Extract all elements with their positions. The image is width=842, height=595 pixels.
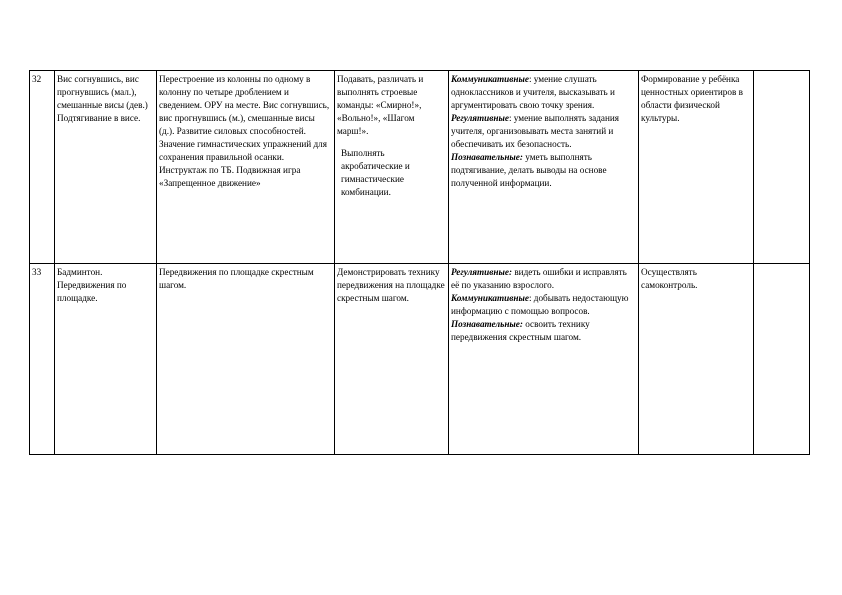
- activities-text: Выполнять акробатические и гимнастические комбинации.: [341, 148, 410, 197]
- extra-cell: [754, 71, 810, 264]
- uud-item: [451, 112, 636, 151]
- uud-text: : умение слушать одноклассников и учителя, высказывать и аргументировать свою точку зрения.: [451, 74, 615, 110]
- lesson-topic: Вис согнувшись, вис прогнувшись (мал.), смешанные висы (дев.) Подтягивание в висе.: [55, 71, 157, 264]
- uud-label: Познавательные:: [451, 152, 523, 162]
- uud-item: [451, 292, 636, 318]
- uud-label: Коммуникативные: [451, 293, 529, 303]
- extra-cell: [754, 264, 810, 455]
- activities-text: Подавать, различать и выполнять строевые команды: «Смирно!», «Вольно!», «Шагом марш!».: [337, 74, 424, 136]
- personal-results: Формирование у ребёнка ценностных ориентиров в области физической культуры.: [639, 71, 754, 264]
- uud-item: [451, 151, 636, 190]
- table-row: [30, 71, 810, 264]
- lesson-number: 32: [30, 71, 55, 264]
- uud-label: Коммуникативные: [451, 74, 529, 84]
- student-activities: Демонстрировать технику передвижения на площадке скрестным шагом.: [335, 264, 449, 455]
- lesson-topic: Бадминтон. Передвижения по площадке.: [55, 264, 157, 455]
- uud-text: уметь выполнять подтягивание, делать выводы на основе полученной информации.: [451, 152, 607, 188]
- uud-item: [451, 318, 636, 344]
- uud-cell: [449, 264, 639, 455]
- uud-label: Регулятивные:: [451, 267, 513, 277]
- lesson-content: Перестроение из колонны по одному в колонну по четыре дроблением и сведением. ОРУ на месте. Вис согнувшись, вис прогнувшись (м.), смешанные висы (д.). Развитие силовых способностей. Значение гимнастических упражнений для сохранения правильной осанки. Инструктаж по ТБ. Подвижная игра «Запрещенное движение»: [157, 71, 335, 264]
- uud-text: : умение выполнять задания учителя, организовывать места занятий и обеспечивать их безопасность.: [451, 113, 620, 149]
- uud-cell: [449, 71, 639, 264]
- uud-text: освоить технику передвижения скрестным шагом.: [451, 319, 590, 342]
- student-activities: [335, 71, 449, 264]
- lesson-number: 33: [30, 264, 55, 455]
- uud-label: Регулятивные: [451, 113, 509, 123]
- table-row: [30, 264, 810, 455]
- uud-text: видеть ошибки и исправлять её по указанию взрослого.: [451, 267, 627, 290]
- uud-item: [451, 73, 636, 112]
- personal-results: Осуществлять самоконтроль.: [639, 264, 754, 455]
- uud-text: : добывать недостающую информацию с помощью вопросов.: [451, 293, 629, 316]
- uud-label: Познавательные:: [451, 319, 523, 329]
- lesson-content: Передвижения по площадке скрестным шагом.: [157, 264, 335, 455]
- lesson-plan-table: [29, 70, 810, 455]
- uud-item: [451, 266, 636, 292]
